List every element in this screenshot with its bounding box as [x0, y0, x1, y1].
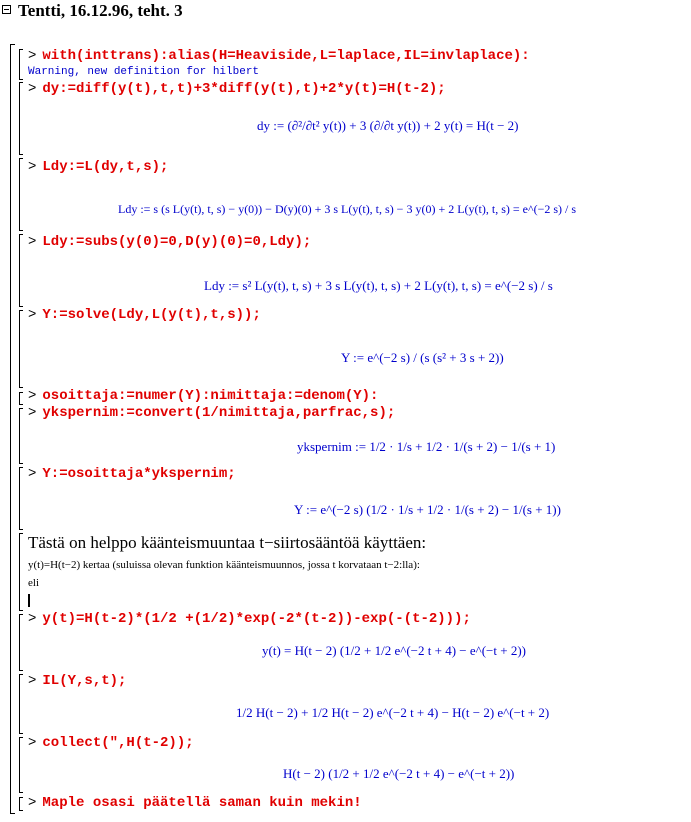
input-line[interactable]	[28, 48, 530, 64]
prompt: >	[28, 466, 37, 482]
prompt: >	[28, 611, 37, 627]
prompt: >	[28, 388, 37, 404]
input-command[interactable]: osoittaja:=numer(Y):nimittaja:=denom(Y):	[42, 388, 379, 404]
input-line[interactable]	[28, 388, 378, 404]
prompt: >	[28, 795, 37, 811]
input-command[interactable]: Y:=solve(Ldy,L(y(t),t,s));	[42, 307, 261, 323]
prompt: >	[28, 405, 37, 421]
text-group-bracket[interactable]	[19, 533, 23, 611]
input-line[interactable]	[28, 795, 362, 811]
input-command[interactable]: dy:=diff(y(t),t,t)+3*diff(y(t),t)+2*y(t)=H(t-2);	[42, 81, 446, 97]
input-line[interactable]	[28, 466, 236, 482]
prompt: >	[28, 307, 37, 323]
input-line[interactable]	[28, 611, 471, 627]
execution-group-bracket[interactable]	[19, 310, 23, 388]
text-heading[interactable]: Tästä on helppo käänteismuuntaa t−siirtosääntöä käyttäen:	[28, 533, 427, 552]
math-output: dy := (∂²/∂t² y(t)) + 3 (∂/∂t y(t)) + 2 y(t) = H(t − 2)	[257, 118, 519, 133]
execution-group-bracket[interactable]	[19, 674, 23, 734]
section-bracket[interactable]	[10, 44, 15, 814]
math-output: Y := e^(−2 s) (1/2 · 1/s + 1/2 · 1/(s + 2) − 1/(s + 1))	[294, 502, 561, 517]
input-command[interactable]: with(inttrans):alias(H=Heaviside,L=laplace,IL=invlaplace):	[42, 48, 530, 64]
execution-group-bracket[interactable]	[19, 408, 23, 464]
input-line[interactable]	[28, 673, 126, 689]
execution-group-bracket[interactable]	[19, 234, 23, 307]
input-command[interactable]: Ldy:=L(dy,t,s);	[42, 159, 169, 175]
execution-group-bracket[interactable]	[19, 82, 23, 155]
input-line[interactable]	[28, 735, 194, 751]
prompt: >	[28, 81, 37, 97]
math-output: H(t − 2) (1/2 + 1/2 e^(−2 t + 4) − e^(−t + 2))	[283, 766, 515, 781]
input-command[interactable]: y(t)=H(t-2)*(1/2 +(1/2)*exp(-2*(t-2))-exp(-(t-2)));	[42, 611, 471, 627]
math-output: y(t) = H(t − 2) (1/2 + 1/2 e^(−2 t + 4) − e^(−t + 2))	[262, 643, 526, 658]
prompt: >	[28, 735, 37, 751]
input-line[interactable]	[28, 307, 261, 323]
prompt: >	[28, 159, 37, 175]
execution-group-bracket[interactable]	[19, 49, 23, 80]
input-line[interactable]	[28, 81, 446, 97]
math-output: Y := e^(−2 s) / (s (s² + 3 s + 2))	[341, 350, 504, 365]
prompt: >	[28, 673, 37, 689]
math-output: Ldy := s² L(y(t), t, s) + 3 s L(y(t), t, s) + 2 L(y(t), t, s) = e^(−2 s) / s	[204, 278, 553, 293]
collapse-section-icon[interactable]	[2, 5, 11, 14]
input-command[interactable]: IL(Y,s,t);	[42, 673, 127, 689]
execution-group-bracket[interactable]	[19, 614, 23, 671]
execution-group-bracket[interactable]	[19, 158, 23, 231]
execution-group-bracket[interactable]	[19, 797, 23, 811]
input-command[interactable]: Y:=osoittaja*ykspernim;	[42, 466, 236, 482]
input-command[interactable]: ykspernim:=convert(1/nimittaja,parfrac,s);	[42, 405, 396, 421]
input-command[interactable]: collect(",H(t-2));	[42, 735, 194, 751]
input-command[interactable]: Ldy:=subs(y(0)=0,D(y)(0)=0,Ldy);	[42, 234, 312, 250]
input-line[interactable]	[28, 159, 168, 175]
text-paragraph[interactable]: y(t)=H(t−2) kertaa (suluissa olevan funktion käänteismuunnos, jossa t korvataan t−2:lla):	[28, 559, 420, 571]
math-output: ykspernim := 1/2 · 1/s + 1/2 · 1/(s + 2) − 1/(s + 1)	[297, 439, 556, 454]
math-output: 1/2 H(t − 2) + 1/2 H(t − 2) e^(−2 t + 4) − H(t − 2) e^(−t + 2)	[236, 705, 550, 720]
warning-output: Warning, new definition for hilbert	[28, 66, 260, 78]
prompt: >	[28, 234, 37, 250]
input-command[interactable]: Maple osasi päätellä saman kuin mekin!	[42, 795, 362, 811]
section-title: Tentti, 16.12.96, teht. 3	[18, 1, 183, 20]
math-output: Ldy := s (s L(y(t), t, s) − y(0)) − D(y)(0) + 3 s L(y(t), t, s) − 3 y(0) + 2 L(y(t), t, s) = e^(−2 s) / s	[118, 202, 577, 216]
execution-group-bracket[interactable]	[19, 737, 23, 793]
prompt: >	[28, 48, 37, 64]
execution-group-bracket[interactable]	[19, 392, 23, 405]
text-cursor	[28, 594, 30, 607]
text-paragraph[interactable]: eli	[28, 577, 39, 589]
input-line[interactable]	[28, 405, 395, 421]
input-line[interactable]	[28, 234, 311, 250]
execution-group-bracket[interactable]	[19, 467, 23, 530]
